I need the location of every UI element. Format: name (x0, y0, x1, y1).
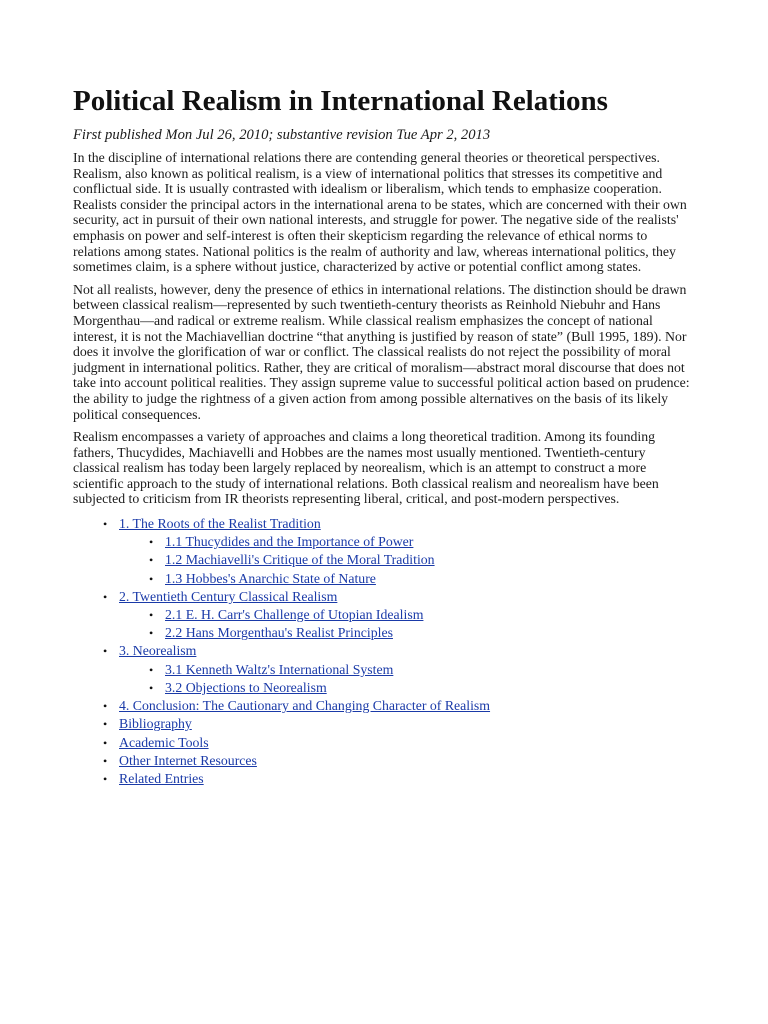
bullet-icon: • (149, 680, 154, 695)
toc-item (73, 715, 695, 733)
bullet-icon: • (103, 517, 108, 532)
toc-link-neorealism[interactable]: 3. Neorealism (119, 643, 197, 659)
toc-item (73, 588, 695, 643)
toc-item (73, 752, 695, 770)
paragraph-intro: In the discipline of international relations there are contending general theories or theoretical perspectives. Realism, also known as political realism, is a view of international politics that stresses its competitive and conflictual side. It is usually contrasted with idealism or liberalism, which tends to emphasize cooperation. Realists consider the principal actors in the international arena to be states, which are concerned with their own security, act in pursuit of their own national interests, and struggle for power. The negative side of the realists' emphasis on power and self-interest is often their skepticism regarding the relevance of ethical norms to relations among states. National politics is the realm of authority and law, whereas international politics, they sometimes claim, is a sphere without justice, characterized by active or potential conflict among states. (73, 150, 687, 275)
toc-link-machiavelli[interactable]: 1.2 Machiavelli's Critique of the Moral Tradition (165, 552, 435, 568)
bullet-icon: • (103, 735, 108, 750)
toc-link-objections-to-neorealism[interactable]: 3.2 Objections to Neorealism (165, 679, 327, 695)
toc-subitem (73, 624, 695, 642)
bullet-icon: • (149, 626, 154, 641)
toc-link-roots-of-realist-tradition[interactable]: 1. The Roots of the Realist Tradition (119, 516, 321, 532)
toc-sublist (119, 533, 695, 588)
bullet-icon: • (149, 571, 154, 586)
toc-sublist (119, 606, 695, 642)
bullet-icon: • (103, 644, 108, 659)
toc-item (73, 734, 695, 752)
paragraph-classical-realism: Not all realists, however, deny the presence of ethics in international relations. The distinction should be drawn between classical realism—represented by such twentieth-century theorists as Reinhold Niebuhr and Hans Morgenthau—and radical or extreme realism. While classical realism emphasizes the concept of national interest, it is not the Machiavellian doctrine “that anything is justified by reason of state” (Bull 1995, 189). Nor does it involve the glorification of war or conflict. The classical realists do not reject the possibility of moral judgment in international politics. Rather, they are critical of moralism—abstract moral discourse that does not take into account political realities. They assign supreme value to successful political action based on prudence: the ability to judge the rightness of a given action from among possible alternatives on the basis of its likely political consequences. (73, 281, 690, 422)
bullet-icon: • (103, 717, 108, 732)
toc-link-twentieth-century-classical-realism[interactable]: 2. Twentieth Century Classical Realism (119, 588, 338, 604)
table-of-contents (73, 515, 695, 788)
toc-link-other-internet-resources[interactable]: Other Internet Resources (119, 752, 257, 768)
toc-link-waltz[interactable]: 3.1 Kenneth Waltz's International System (165, 661, 394, 677)
toc-sublist (119, 661, 695, 697)
toc-subitem (73, 551, 695, 569)
toc-item (73, 697, 695, 715)
toc-link-morgenthau[interactable]: 2.2 Hans Morgenthau's Realist Principles (165, 625, 393, 641)
bullet-icon: • (149, 662, 154, 677)
bullet-icon: • (149, 535, 154, 550)
toc-subitem (73, 570, 695, 588)
article (73, 84, 695, 788)
toc-link-bibliography[interactable]: Bibliography (119, 716, 192, 732)
paragraph-approaches: Realism encompasses a variety of approaches and claims a long theoretical tradition. Among its founding fathers, Thucydides, Machiavelli and Hobbes are the names most usually mentioned. Twentieth-century classical realism has today been largely replaced by neorealism, which is an attempt to construct a more scientific approach to the study of international relations. Both classical realism and neorealism have been subjected to criticism from IR theorists representing liberal, critical, and post-modern perspectives. (73, 429, 659, 507)
toc-link-related-entries[interactable]: Related Entries (119, 770, 204, 786)
bullet-icon: • (103, 699, 108, 714)
toc-link-thucydides[interactable]: 1.1 Thucydides and the Importance of Power (165, 534, 414, 550)
bullet-icon: • (103, 771, 108, 786)
toc-link-hobbes[interactable]: 1.3 Hobbes's Anarchic State of Nature (165, 570, 376, 586)
bullet-icon: • (103, 589, 108, 604)
toc-item (73, 515, 695, 588)
toc-link-carr[interactable]: 2.1 E. H. Carr's Challenge of Utopian Idealism (165, 607, 424, 623)
toc-subitem (73, 533, 695, 551)
bullet-icon: • (149, 553, 154, 568)
bullet-icon: • (103, 753, 108, 768)
bullet-icon: • (149, 608, 154, 623)
page-title: Political Realism in International Relations (73, 85, 608, 117)
toc-item (73, 770, 695, 788)
publication-info: First published Mon Jul 26, 2010; substantive revision Tue Apr 2, 2013 (73, 127, 491, 143)
toc-link-conclusion[interactable]: 4. Conclusion: The Cautionary and Changing Character of Realism (119, 698, 491, 714)
toc-subitem (73, 606, 695, 624)
toc-subitem (73, 679, 695, 697)
toc-subitem (73, 661, 695, 679)
toc-link-academic-tools[interactable]: Academic Tools (119, 734, 209, 750)
toc-item (73, 642, 695, 697)
